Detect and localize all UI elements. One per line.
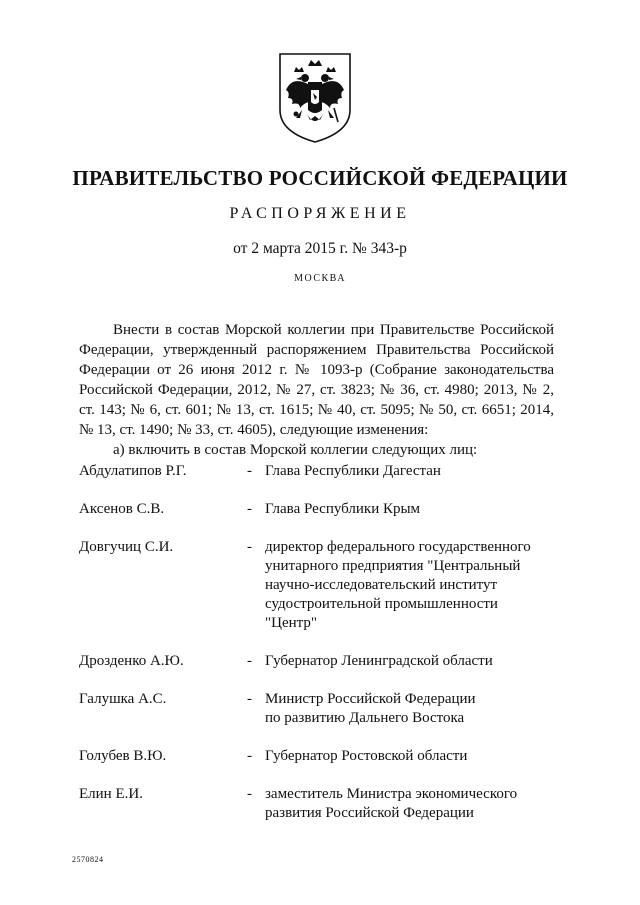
body-paragraph xyxy=(79,320,554,440)
member-role xyxy=(265,690,559,728)
member-row xyxy=(79,747,559,766)
member-name: Дрозденко А.Ю. xyxy=(79,653,184,669)
member-name: Голубев В.Ю. xyxy=(79,748,167,764)
member-row xyxy=(79,690,559,728)
member-role-line: заместитель Министра экономического xyxy=(265,786,518,802)
member-dash: - xyxy=(247,748,252,764)
member-role-line: Глава Республики Дагестан xyxy=(265,463,441,479)
member-dash: - xyxy=(247,653,252,669)
member-role-line: директор федерального государственного xyxy=(265,539,531,555)
member-role-line: научно-исследовательский институт xyxy=(265,577,498,593)
member-role-line: судостроительной промышленности xyxy=(265,596,498,612)
coat-of-arms-emblem xyxy=(272,50,358,144)
member-role xyxy=(265,652,559,671)
member-role-line: по развитию Дальнего Востока xyxy=(265,710,465,726)
member-name: Аксенов С.В. xyxy=(79,501,165,517)
city-name: МОСКВА xyxy=(294,273,346,284)
paragraph-line: Федерации от 26 июня 2012 г. № 1093-р (Собрание законодательства xyxy=(79,362,554,378)
paragraph-line: Федерации, утвержденный распоряжением Правительства Российской xyxy=(79,342,554,358)
member-role-line: "Центр" xyxy=(265,615,318,631)
member-name: Галушка А.С. xyxy=(79,691,167,707)
members-list xyxy=(79,462,559,823)
member-role xyxy=(265,462,559,481)
member-row xyxy=(79,652,559,671)
member-role xyxy=(265,747,559,766)
document-date-number: от 2 марта 2015 г. № 343-р xyxy=(233,240,407,257)
member-row xyxy=(79,500,559,519)
member-row xyxy=(79,538,559,633)
member-row xyxy=(79,462,559,481)
member-role xyxy=(265,538,559,633)
member-dash: - xyxy=(247,539,252,555)
organization-title: ПРАВИТЕЛЬСТВО РОССИЙСКОЙ ФЕДЕРАЦИИ xyxy=(72,166,568,190)
paragraph-line: Внести в состав Морской коллегии при Правительстве Российской xyxy=(113,322,554,338)
member-role xyxy=(265,500,559,519)
member-role-line: унитарного предприятия "Центральный xyxy=(265,558,521,574)
member-role-line: Губернатор Ленинградской области xyxy=(265,653,493,669)
member-role-line: развития Российской Федерации xyxy=(265,805,474,821)
member-name: Абдулатипов Р.Г. xyxy=(79,463,187,479)
member-name: Довгучиц С.И. xyxy=(79,539,174,555)
member-role-line: Глава Республики Крым xyxy=(265,501,421,517)
member-row xyxy=(79,785,559,823)
member-dash: - xyxy=(247,691,252,707)
member-role xyxy=(265,785,559,823)
member-dash: - xyxy=(247,501,252,517)
document-code: 2570824 xyxy=(72,855,104,864)
member-name: Елин Е.И. xyxy=(79,786,143,802)
paragraph-line: ст. 143; № 6, ст. 601; № 13, ст. 1615; № 40, ст. 5095; № 50, ст. 6651; 2014, xyxy=(79,402,554,418)
sub-item-intro: а) включить в состав Морской коллегии следующих лиц: xyxy=(113,442,478,458)
document-type: РАСПОРЯЖЕНИЕ xyxy=(229,205,411,222)
paragraph-line: Российской Федерации, 2012, № 27, ст. 3823; № 36, ст. 4980; 2013, № 2, xyxy=(79,382,554,398)
member-role-line: Министр Российской Федерации xyxy=(265,691,476,707)
paragraph-line: № 13, ст. 1490; № 33, ст. 4605), следующие изменения: xyxy=(79,422,429,438)
member-role-line: Губернатор Ростовской области xyxy=(265,748,468,764)
member-dash: - xyxy=(247,463,252,479)
member-dash: - xyxy=(247,786,252,802)
